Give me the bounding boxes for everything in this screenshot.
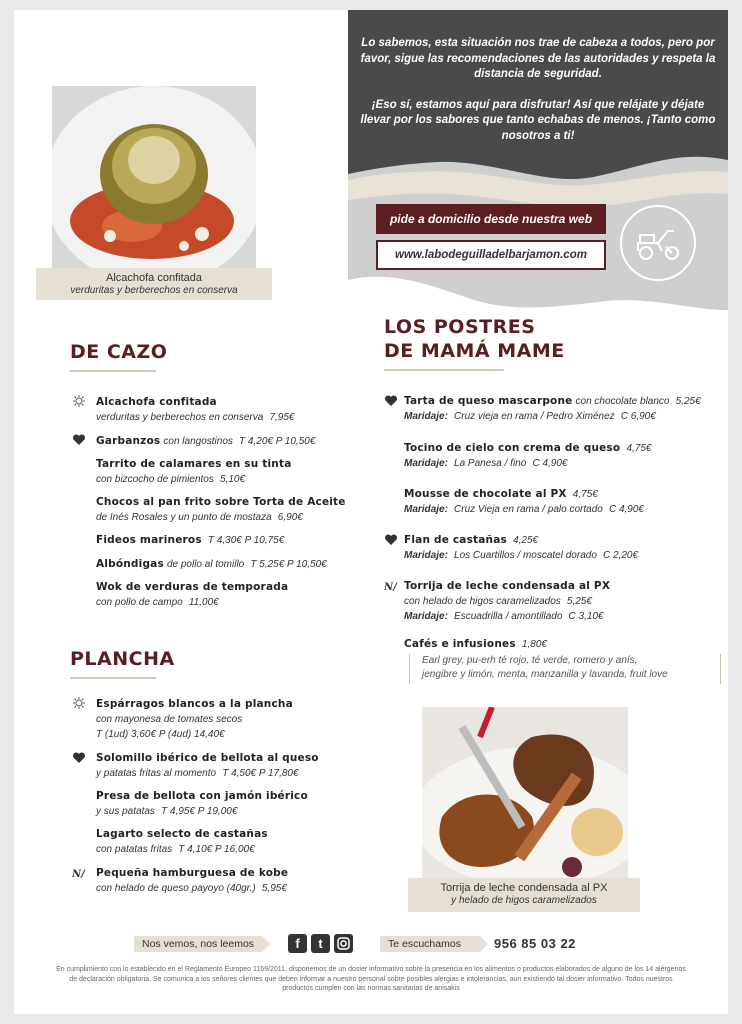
caption-subtitle: verduritas y berberechos en conserva [70,285,238,296]
caption-title: Torrija de leche condensada al PX [440,882,608,894]
dessert-item: Flan de castañas 4,25€ Maridaje: Los Cuartillos / moscatel dorado C 2,20€ [404,534,639,561]
legal-notice: En cumplimiento con lo establecido en el Reglamento Europeo 1169/2011, disponemos de un dosier informativo sobre la presencia en los alimentos o productos elaborados de alguno de los 14 alérgenos de declaración obligatoria. Se comunica a los señores clientes que deben informar a nuestro personal sobre posibles alergias e intolerancias, aun existiendo tal dosier informativo. Todos nuestros productos cumplen con las normas sanitarias de anisakis [56,966,686,992]
artichoke-photo [52,86,256,272]
dessert-item: Torrija de leche condensada al PX con helado de higos caramelizados 5,25€ Maridaje: Escuadrilla / amontillado C 3,10€ [404,580,611,622]
menu-item: Tarrito de calamares en su tinta con bizcocho de pimientos 5,10€ [96,458,292,485]
section-heading-postres [384,315,565,371]
heart-icon [384,394,398,408]
dessert-item: Tocino de cielo con crema de queso 4,75€ Maridaje: La Panesa / fino C 4,90€ [404,442,652,469]
sun-icon [72,696,86,710]
new-icon [384,579,398,593]
menu-item: Solomillo ibérico de bellota al queso y patatas fritas al momento T 4,50€ P 17,80€ [96,752,319,779]
torrija-photo [422,707,628,879]
menu-item: Fideos marineros T 4,30€ P 10,75€ [96,534,285,546]
svg-text:N/: N/ [384,582,397,593]
section-heading-cazo: DE CAZO [70,340,167,372]
svg-text:N/: N/ [72,869,85,880]
heart-icon [72,433,86,447]
phone-number[interactable]: 956 85 03 22 [494,936,576,951]
website-link[interactable]: www.labodeguilladelbarjamon.com [376,240,606,270]
menu-item: Pequeña hamburguesa de kobe con helado de queso payoyo (40gr.) 5,95€ [96,867,289,894]
heading-line-2: DE MAMÁ MAME [384,340,565,362]
menu-item: Albóndigas de pollo al tomillo T 5,25€ P 10,50€ [96,558,327,570]
facebook-icon[interactable]: f [288,934,307,953]
menu-item: Presa de bellota con jamón ibérico y sus patatas T 4,95€ P 19,00€ [96,790,308,817]
promo-banner [348,10,728,310]
banner-message [358,36,718,144]
caption-subtitle: y helado de higos caramelizados [451,895,597,906]
infusion-list-line-2: jengibre y limón, menta, manzanilla y lavanda, fruit love [422,669,668,680]
footer-tag-social: Nos vemos, nos leemos [134,936,262,952]
menu-item: Lagarto selecto de castañas con patatas fritas T 4,10€ P 16,00€ [96,828,268,855]
heart-icon [72,751,86,765]
order-online-label: pide a domicilio desde nuestra web [376,204,606,234]
footer-tag-contact: Te escuchamos [380,936,480,952]
cafes-item: Cafés e infusiones 1,80€ [404,638,547,650]
artichoke-caption [36,268,272,300]
dessert-item: Tarta de queso mascarpone con chocolate blanco 5,25€ Maridaje: Cruz vieja en rama / Pedro Ximénez C 6,90€ [404,395,701,422]
caption-title: Alcachofa confitada [105,272,202,284]
banner-text-1: Lo sabemos, esta situación nos trae de cabeza a todos, pero por favor, sigue las recomendaciones de las autoridades y respeta la distancia de seguridad. [360,37,716,80]
menu-item: Alcachofa confitada verduritas y berberechos en conserva 7,95€ [96,396,295,423]
twitter-icon[interactable]: t [311,934,330,953]
dessert-item: Mousse de chocolate al PX 4,75€ Maridaje: Cruz Vieja en rama / palo cortado C 4,90€ [404,488,644,515]
menu-item: Wok de verduras de temporada con pollo de campo 11,00€ [96,581,289,608]
instagram-icon[interactable] [334,934,353,953]
heading-line-1: LOS POSTRES [384,316,536,338]
torrija-caption [408,878,640,912]
menu-item: Chocos al pan frito sobre Torta de Aceite de Inés Rosales y un punto de mostaza 6,90€ [96,496,346,523]
menu-item: Garbanzos con langostinos T 4,20€ P 10,50€ [96,435,316,447]
new-icon [72,866,86,880]
banner-text-2: ¡Eso sí, estamos aquí para disfrutar! Así que relájate y déjate llevar por los sabores que tanto echabas de menos. ¡Tanto como nosotros a ti! [360,98,716,142]
section-heading-plancha: PLANCHA [70,647,175,679]
heart-icon [384,533,398,547]
menu-page [14,10,728,1014]
menu-item: Espárragos blancos a la plancha con mayonesa de tomates secos T (1ud) 3,60€ P (4ud) 14,40€ [96,698,293,740]
sun-icon [72,394,86,408]
infusion-list [409,654,721,684]
scooter-icon [620,205,696,281]
infusion-list-line-1: Earl grey, pu-erh té rojo, té verde, romero y anís, [422,655,638,666]
